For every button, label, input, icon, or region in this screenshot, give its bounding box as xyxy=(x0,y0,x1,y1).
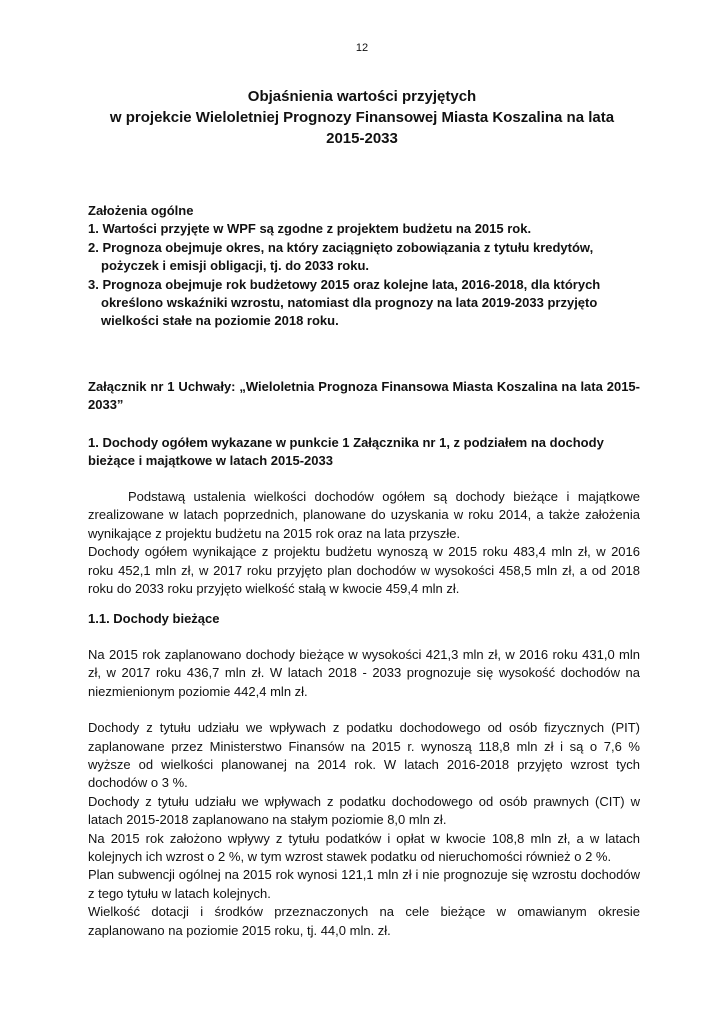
assumptions-heading: Założenia ogólne xyxy=(88,203,194,218)
paragraph: Na 2015 rok założono wpływy z tytułu podatków i opłat w kwocie 108,8 mln zł, a w latach kolejnych ich wzrost o 2 %, w tym wzrost stawek podatku od nieruchomości również o 2 %. xyxy=(88,830,640,865)
paragraph: Dochody z tytułu udziału we wpływach z podatku dochodowego od osób prawnych (CIT) w latach 2015-2018 zaplanowano na stałym poziomie 8,0 mln zł. xyxy=(88,793,640,828)
document-title xyxy=(88,86,636,149)
annex-title: Załącznik nr 1 Uchwały: „Wieloletnia Prognoza Finansowa Miasta Koszalina na lata 2015-2033” xyxy=(88,379,640,413)
assumption-item: 2. Prognoza obejmuje okres, na który zaciągnięto zobowiązania z tytułu kredytów, xyxy=(88,239,594,255)
paragraph: Dochody ogółem wynikające z projektu budżetu wynoszą w 2015 roku 483,4 mln zł, w 2016 roku 452,1 mln zł, w 2017 roku przyjęto plan dochodów w wysokości 458,5 mln zł, a od 2018 roku do 2033 roku przyjęto wielkość stałą w kwocie 459,4 mln zł. xyxy=(88,544,640,597)
title-line-3: 2015-2033 xyxy=(326,130,398,147)
assumption-item-continuation: określono wskaźniki wzrostu, natomiast dla prognozy na lata 2019-2033 przyjęto xyxy=(101,295,598,311)
assumption-item-continuation: wielkości stałe na poziomie 2018 roku. xyxy=(101,313,339,329)
assumption-item: 1. Wartości przyjęte w WPF są zgodne z projektem budżetu na 2015 rok. xyxy=(88,221,532,237)
section-1-body xyxy=(88,488,640,598)
paragraph: Podstawą ustalenia wielkości dochodów ogółem są dochody bieżące i majątkowe zrealizowane w latach poprzednich, planowane do uzyskania w roku 2014, a także założenia wynikające z projektu budżetu na 2015 rok oraz na lata przyszłe. xyxy=(88,489,640,541)
section-1-1-body xyxy=(88,646,640,940)
title-line-1: Objaśnienia wartości przyjętych xyxy=(247,88,477,105)
paragraph: Na 2015 rok zaplanowano dochody bieżące w wysokości 421,3 mln zł, w 2016 roku 431,0 mln zł, w 2017 roku 436,7 mln zł. W latach 2018 - 2033 prognozuje się wysokość dochodów na niezmienionym poziomie 442,4 mln zł. xyxy=(88,647,640,699)
assumption-item-continuation: pożyczek i emisji obligacji, tj. do 2033 roku. xyxy=(101,258,370,274)
page-number: 12 xyxy=(355,42,369,54)
assumption-item: 3. Prognoza obejmuje rok budżetowy 2015 oraz kolejne lata, 2016-2018, dla których xyxy=(88,276,601,292)
paragraph: Wielkość dotacji i środków przeznaczonych na cele bieżące w omawianym okresie zaplanowano na poziomie 2015 roku, tj. 44,0 mln. zł. xyxy=(88,904,640,938)
title-line-2: w projekcie Wieloletniej Prognozy Finansowej Miasta Koszalina na lata xyxy=(109,109,615,126)
paragraph: Dochody z tytułu udziału we wpływach z podatku dochodowego od osób fizycznych (PIT) zaplanowane przez Ministerstwo Finansów na 2015 r. wynoszą 118,8 mln zł i są o 7,6 % wyższe od wielkości planowanej na 2014 rok. W latach 2016-2018 przyjęto wzrost tych dochodów o 3 %. xyxy=(88,720,640,791)
general-assumptions xyxy=(88,202,640,331)
section-1-title: 1. Dochody ogółem wykazane w punkcie 1 Załącznika nr 1, z podziałem na dochody bieżące i majątkowe w latach 2015-2033 xyxy=(88,435,604,469)
paragraph: Plan subwencji ogólnej na 2015 rok wynosi 121,1 mln zł i nie prognozuje się wzrostu dochodów z tego tytułu w latach kolejnych. xyxy=(88,867,640,901)
section-1-1-title: 1.1. Dochody bieżące xyxy=(88,611,220,626)
